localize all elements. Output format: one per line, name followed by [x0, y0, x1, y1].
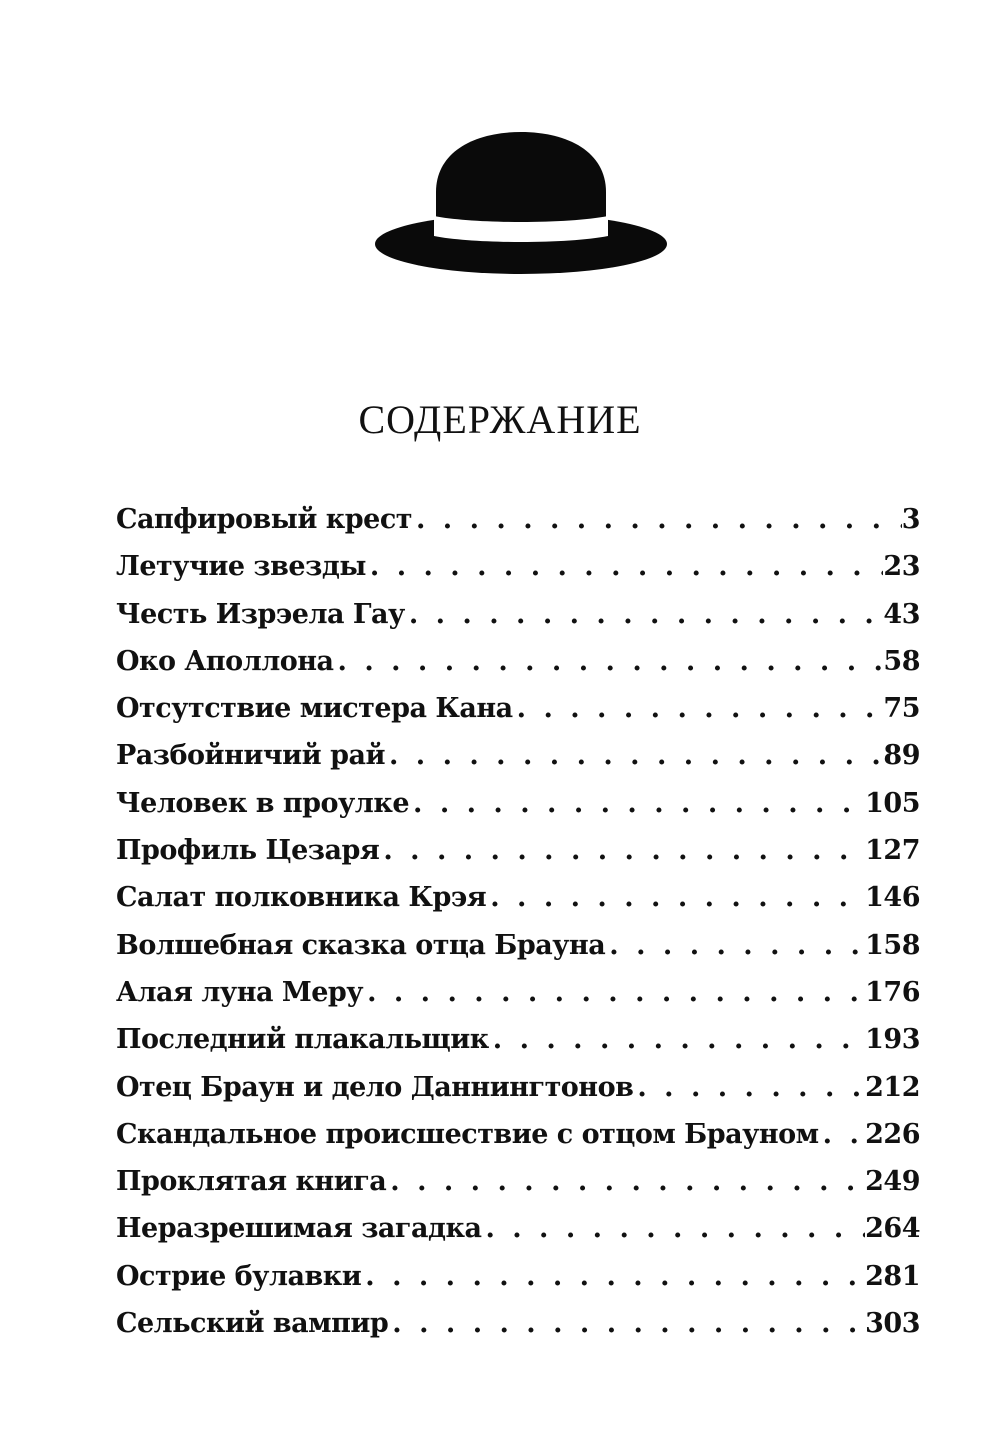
toc-entry-page: 43 [883, 598, 920, 630]
toc-entry [116, 1300, 920, 1347]
toc-entry [116, 1016, 920, 1063]
toc-entry-page: 105 [865, 787, 920, 819]
toc-dot-leader [361, 1253, 865, 1300]
toc-entry [116, 874, 920, 921]
toc-entry [116, 638, 920, 685]
toc-entry-title: Честь Изрэела Гау [116, 598, 405, 630]
toc-entry-title: Отец Браун и дело Даннингтонов [116, 1071, 634, 1103]
toc-entry-title: Сапфировый крест [116, 504, 412, 535]
toc-entry-title: Скандальное происшествие с отцом Брауном [116, 1118, 819, 1150]
toc-entry [116, 1064, 920, 1111]
toc-entry-title: Алая луна Меру [116, 976, 364, 1008]
toc-dot-leader [605, 922, 865, 969]
toc-dot-leader [513, 685, 884, 732]
toc-entry-page: 226 [865, 1118, 920, 1150]
toc-entry-title: Профиль Цезаря [116, 835, 380, 867]
toc-entry-page: 75 [883, 693, 920, 725]
bowler-hat-icon [374, 132, 668, 274]
toc-entry-page: 23 [883, 551, 920, 583]
toc-entry-page: 58 [883, 645, 920, 677]
toc-entry-page: 146 [865, 882, 920, 914]
toc-dot-leader [363, 969, 865, 1016]
toc-entry-title: Летучие звезды [116, 551, 366, 583]
toc-entry-title: Проклятая книга [116, 1166, 387, 1198]
toc-dot-leader [633, 1064, 865, 1111]
toc-dot-leader [489, 1016, 865, 1063]
toc-entry-page: 303 [865, 1308, 920, 1340]
toc-entry [116, 591, 920, 638]
toc-entry-page: 264 [865, 1213, 920, 1245]
toc-entry [116, 969, 920, 1016]
toc-entry-title: Неразрешимая загадка [116, 1213, 482, 1245]
toc-entry-title: Разбойничий рай [116, 740, 385, 772]
toc-dot-leader [409, 780, 865, 827]
toc-entry-page: 249 [865, 1166, 920, 1198]
toc-entry-title: Салат полковника Крэя [116, 882, 487, 914]
toc-entry [116, 496, 920, 543]
toc-dot-leader [379, 827, 865, 874]
toc-entry-page: 212 [865, 1071, 920, 1103]
toc-entry [116, 685, 920, 732]
toc-entry-title: Последний плакальщик [116, 1024, 489, 1056]
toc-entry [116, 922, 920, 969]
toc-dot-leader [388, 1300, 865, 1347]
toc-entry-page: 281 [865, 1260, 920, 1292]
toc-entry [116, 543, 920, 590]
toc-dot-leader [481, 1205, 865, 1252]
toc-dot-leader [385, 732, 883, 779]
toc-entry-title: Волшебная сказка отца Брауна [116, 929, 606, 961]
toc-entry [116, 732, 920, 779]
toc-dot-leader [386, 1158, 865, 1205]
toc-dot-leader [486, 874, 865, 921]
toc-entry-page: 193 [865, 1024, 920, 1056]
toc-entry-title: Человек в проулке [116, 787, 410, 819]
toc-dot-leader [334, 638, 884, 685]
toc-entry-title: Острие булавки [116, 1260, 362, 1292]
toc-entry-title: Око Аполлона [116, 645, 334, 677]
toc-dot-leader [366, 543, 884, 590]
toc-dot-leader [412, 496, 902, 543]
table-of-contents [116, 496, 920, 1347]
toc-entry-page: 158 [865, 929, 920, 961]
toc-entry [116, 1111, 920, 1158]
toc-entry [116, 780, 920, 827]
toc-entry [116, 827, 920, 874]
toc-entry [116, 1253, 920, 1300]
toc-entry-page: 3 [901, 504, 920, 535]
toc-entry-page: 89 [883, 740, 920, 772]
page-title: СОДЕРЖАНИЕ [358, 397, 642, 442]
toc-entry [116, 1205, 920, 1252]
toc-entry-title: Сельский вампир [116, 1308, 389, 1340]
toc-entry-page: 127 [865, 835, 920, 867]
toc-entry-title: Отсутствие мистера Кана [116, 693, 513, 725]
toc-entry [116, 1158, 920, 1205]
toc-entry-page: 176 [865, 976, 920, 1008]
toc-dot-leader [819, 1111, 865, 1158]
toc-dot-leader [405, 591, 884, 638]
